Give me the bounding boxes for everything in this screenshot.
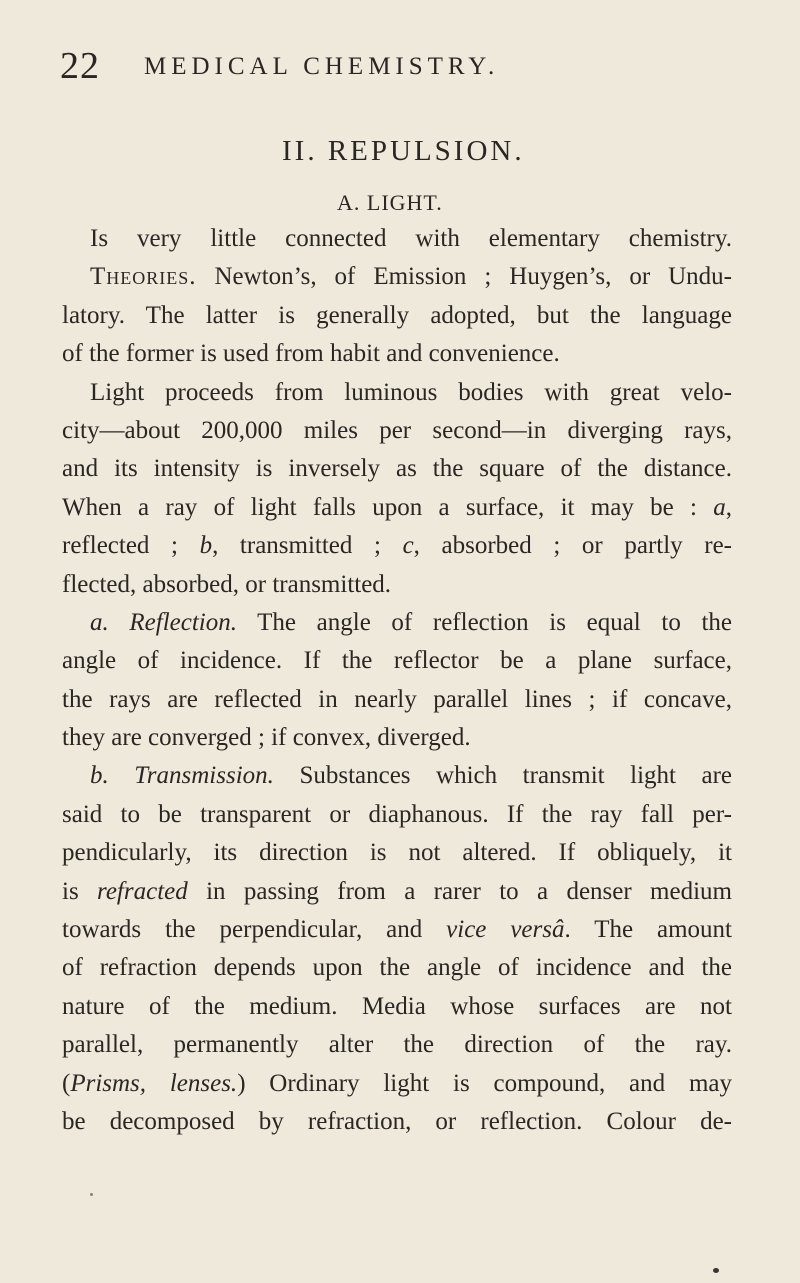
text-line: reflected ; b, transmitted ; c, absorbed ; or partly re-	[62, 532, 733, 560]
ink-speck	[713, 1268, 719, 1273]
ink-speck	[90, 1193, 93, 1196]
text-line: angle of incidence. If the reflector be a plane surface,	[62, 647, 732, 675]
text-line: (Prisms, lenses.) Ordinary light is compound, and may	[62, 1069, 732, 1097]
section-heading: II. REPULSION.	[282, 135, 525, 167]
text-line: Is very little connected with elementary chemistry.	[90, 225, 732, 252]
page-number: 22	[60, 45, 100, 87]
text-line: they are converged ; if convex, diverged.	[62, 724, 471, 752]
text-line: be decomposed by refraction, or reflection. Colour de-	[62, 1107, 732, 1135]
text-line: When a ray of light falls upon a surface, it may be : a,	[62, 493, 732, 521]
text-line: flected, absorbed, or transmitted.	[62, 570, 392, 598]
text-line: towards the perpendicular, and vice versâ. The amount	[62, 916, 732, 944]
running-head	[60, 46, 760, 86]
reflection-label: a. Reflection.	[90, 608, 237, 636]
text-line: Light proceeds from luminous bodies with great velo-	[90, 378, 732, 406]
text-line: the rays are reflected in nearly parallel lines ; if concave,	[62, 685, 732, 713]
text-line: is refracted in passing from a rarer to a denser medium	[62, 877, 732, 905]
text-line: of the former is used from habit and convenience.	[62, 340, 560, 368]
body-text	[62, 220, 732, 1141]
sub-heading: A. LIGHT.	[337, 190, 443, 215]
text-line: nature of the medium. Media whose surfaces are not	[62, 992, 732, 1020]
transmission-label: b. Transmission.	[90, 762, 274, 790]
running-title: MEDICAL CHEMISTRY.	[144, 53, 500, 80]
text-line: latory. The latter is generally adopted, but the language	[62, 301, 732, 329]
theories-label: Theories.	[90, 263, 197, 291]
text-line: and its intensity is inversely as the square of the distance.	[62, 455, 732, 483]
text-line: a. Reflection. The angle of reflection is equal to the	[90, 608, 732, 636]
text-line: Theories. Newton’s, of Emission ; Huygen’s, or Undu-	[90, 263, 732, 291]
text-line: city—about 200,000 miles per second—in diverging rays,	[62, 416, 732, 444]
text-line: parallel, permanently alter the direction of the ray.	[62, 1031, 732, 1059]
text-line: pendicularly, its direction is not altered. If obliquely, it	[62, 839, 732, 867]
text-line: b. Transmission. Substances which transmit light are	[90, 762, 733, 790]
text-line: said to be transparent or diaphanous. If the ray fall per-	[62, 800, 732, 828]
text-line: of refraction depends upon the angle of incidence and the	[62, 954, 732, 982]
